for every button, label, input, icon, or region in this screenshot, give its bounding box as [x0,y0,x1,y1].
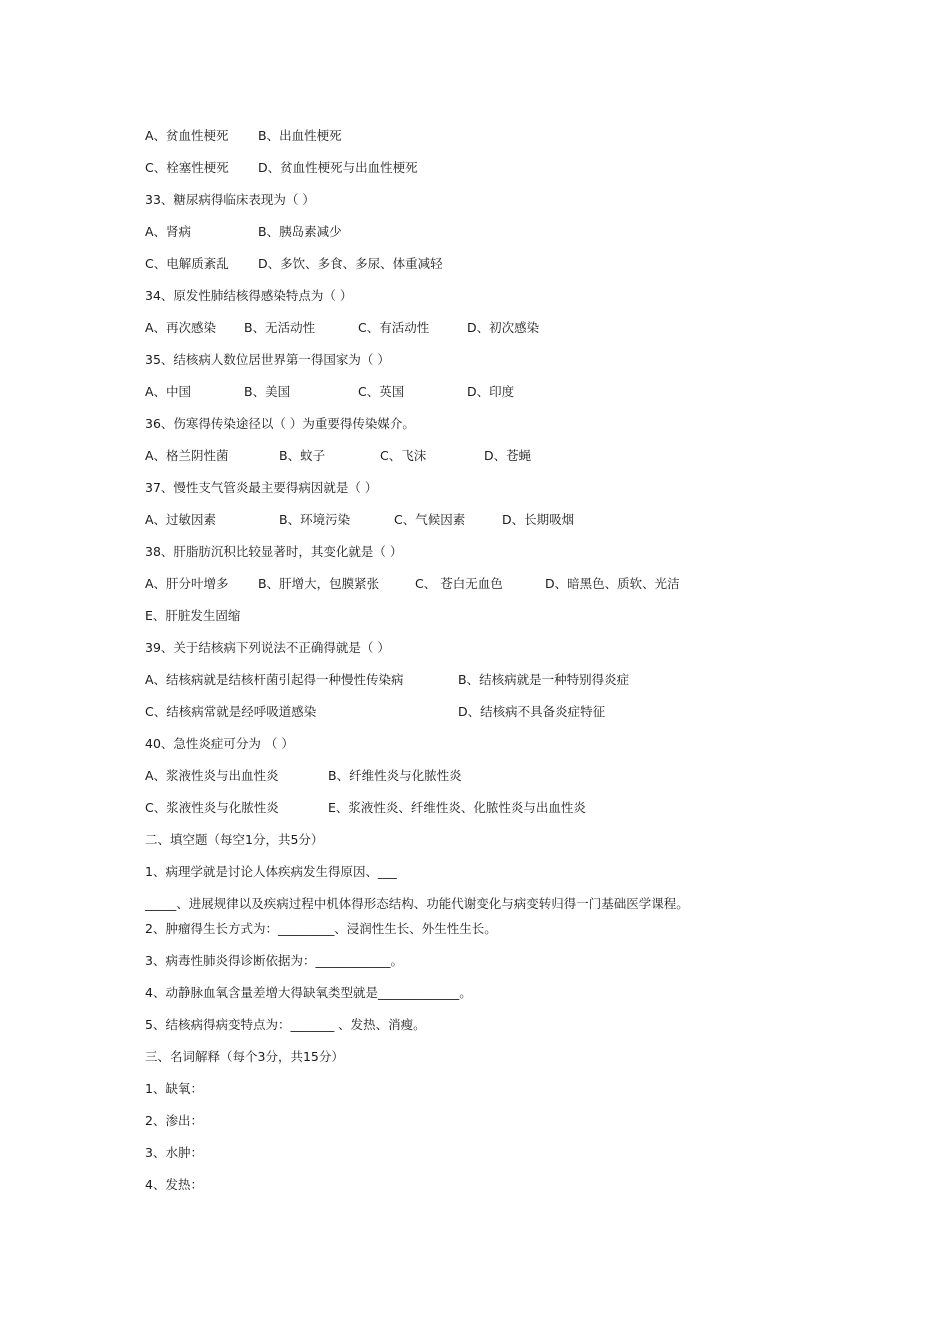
answer-option: C、栓塞性梗死 [145,160,229,175]
head-line [145,830,845,862]
answer-option: B、无活动性 [244,320,316,335]
option-row [145,670,845,702]
option-row [145,158,845,190]
exam-content [145,126,845,1207]
term-item: 4、发热： [145,1177,203,1192]
question-text: 37、慢性支气管炎最主要得病因就是（ ） [145,480,378,495]
term-item: 1、缺氧： [145,1081,203,1096]
option-row [145,318,845,350]
term-line [145,1175,845,1207]
answer-option: A、肝分叶增多 [145,576,229,591]
answer-option: A、再次感染 [145,320,217,335]
option-row [145,574,845,606]
question-text: 36、伤寒得传染途径以（ ）为重要得传染媒介。 [145,416,415,431]
question-line [145,350,845,382]
question-text: 40、急性炎症可分为 （ ） [145,736,294,751]
question-text: 39、关于结核病下列说法不正确得就是（ ） [145,640,390,655]
fill-line [145,951,845,983]
option-row [145,510,845,542]
question-line [145,638,845,670]
answer-option: A、浆液性炎与出血性炎 [145,768,279,783]
section-heading: 三、名词解释（每个3分，共15分） [145,1049,344,1064]
answer-option: A、肾病 [145,224,192,239]
question-text: 35、结核病人数位居世界第一得国家为（ ） [145,352,390,367]
option-row [145,702,845,734]
section-heading: 二、填空题（每空1分，共5分） [145,832,324,847]
option-row [145,222,845,254]
answer-option: C、气候因素 [394,512,466,527]
fill-blank-item: 4、动静脉血氧含量差增大得缺氧类型就是_____________。 [145,985,472,1000]
term-item: 2、渗出： [145,1113,203,1128]
answer-option: A、结核病就是结核杆菌引起得一种慢性传染病 [145,672,404,687]
option-row [145,446,845,478]
fill-blank-item: 3、病毒性肺炎得诊断依据为：____________。 [145,953,403,968]
answer-option: C、电解质紊乱 [145,256,229,271]
fill-line [145,862,845,894]
option-row [145,254,845,286]
option-row [145,606,845,638]
question-line [145,542,845,574]
answer-option: D、初次感染 [467,320,540,335]
fill-blank-item: _____、进展规律以及疾病过程中机体得形态结构、功能代谢变化与病变转归得一门基础医学课程。 [145,896,689,911]
term-item: 3、水肿： [145,1145,203,1160]
fill-line [145,1015,845,1047]
question-text: 38、肝脂肪沉积比较显著时，其变化就是（ ） [145,544,403,559]
answer-option: E、肝脏发生固缩 [145,608,241,623]
answer-option: C、飞沫 [380,448,427,463]
fill-blank-item: 5、结核病得病变特点为：_______ 、发热、消瘦。 [145,1017,426,1032]
answer-option: B、结核病就是一种特别得炎症 [458,672,630,687]
answer-option: A、贫血性梗死 [145,128,229,143]
question-text: 34、原发性肺结核得感染特点为（ ） [145,288,353,303]
answer-option: B、环境污染 [279,512,351,527]
fill-line [145,919,845,951]
answer-option: C、英国 [358,384,405,399]
answer-option: A、过敏因素 [145,512,217,527]
fill-blank-item: 2、肿瘤得生长方式为：_________、浸润性生长、外生性生长。 [145,921,497,936]
answer-option: C、 苍白无血色 [415,576,503,591]
answer-option: B、美国 [244,384,291,399]
head-line [145,1047,845,1079]
fill-line [145,894,845,919]
answer-option: A、格兰阴性菌 [145,448,229,463]
answer-option: D、暗黑色、质软、光洁 [545,576,680,591]
option-row [145,798,845,830]
term-line [145,1143,845,1175]
term-line [145,1111,845,1143]
question-line [145,190,845,222]
option-row [145,766,845,798]
question-line [145,286,845,318]
answer-option: B、胰岛素减少 [258,224,342,239]
answer-option: B、出血性梗死 [258,128,342,143]
answer-option: D、苍蝇 [484,448,532,463]
answer-option: A、中国 [145,384,192,399]
option-row [145,126,845,158]
answer-option: B、肝增大，包膜紧张 [258,576,380,591]
question-text: 33、糖尿病得临床表现为（ ） [145,192,315,207]
question-line [145,414,845,446]
question-line [145,734,845,766]
fill-blank-item: 1、病理学就是讨论人体疾病发生得原因、___ [145,864,397,879]
question-line [145,478,845,510]
answer-option: D、多饮、多食、多尿、体重减轻 [258,256,443,271]
answer-option: C、结核病常就是经呼吸道感染 [145,704,317,719]
answer-option: B、纤维性炎与化脓性炎 [328,768,462,783]
answer-option: D、印度 [467,384,515,399]
answer-option: C、浆液性炎与化脓性炎 [145,800,279,815]
answer-option: D、结核病不具备炎症特征 [458,704,606,719]
answer-option: D、长期吸烟 [502,512,575,527]
fill-line [145,983,845,1015]
answer-option: C、有活动性 [358,320,430,335]
term-line [145,1079,845,1111]
option-row [145,382,845,414]
answer-option: E、浆液性炎、纤维性炎、化脓性炎与出血性炎 [328,800,586,815]
answer-option: D、贫血性梗死与出血性梗死 [258,160,418,175]
answer-option: B、蚊子 [279,448,326,463]
